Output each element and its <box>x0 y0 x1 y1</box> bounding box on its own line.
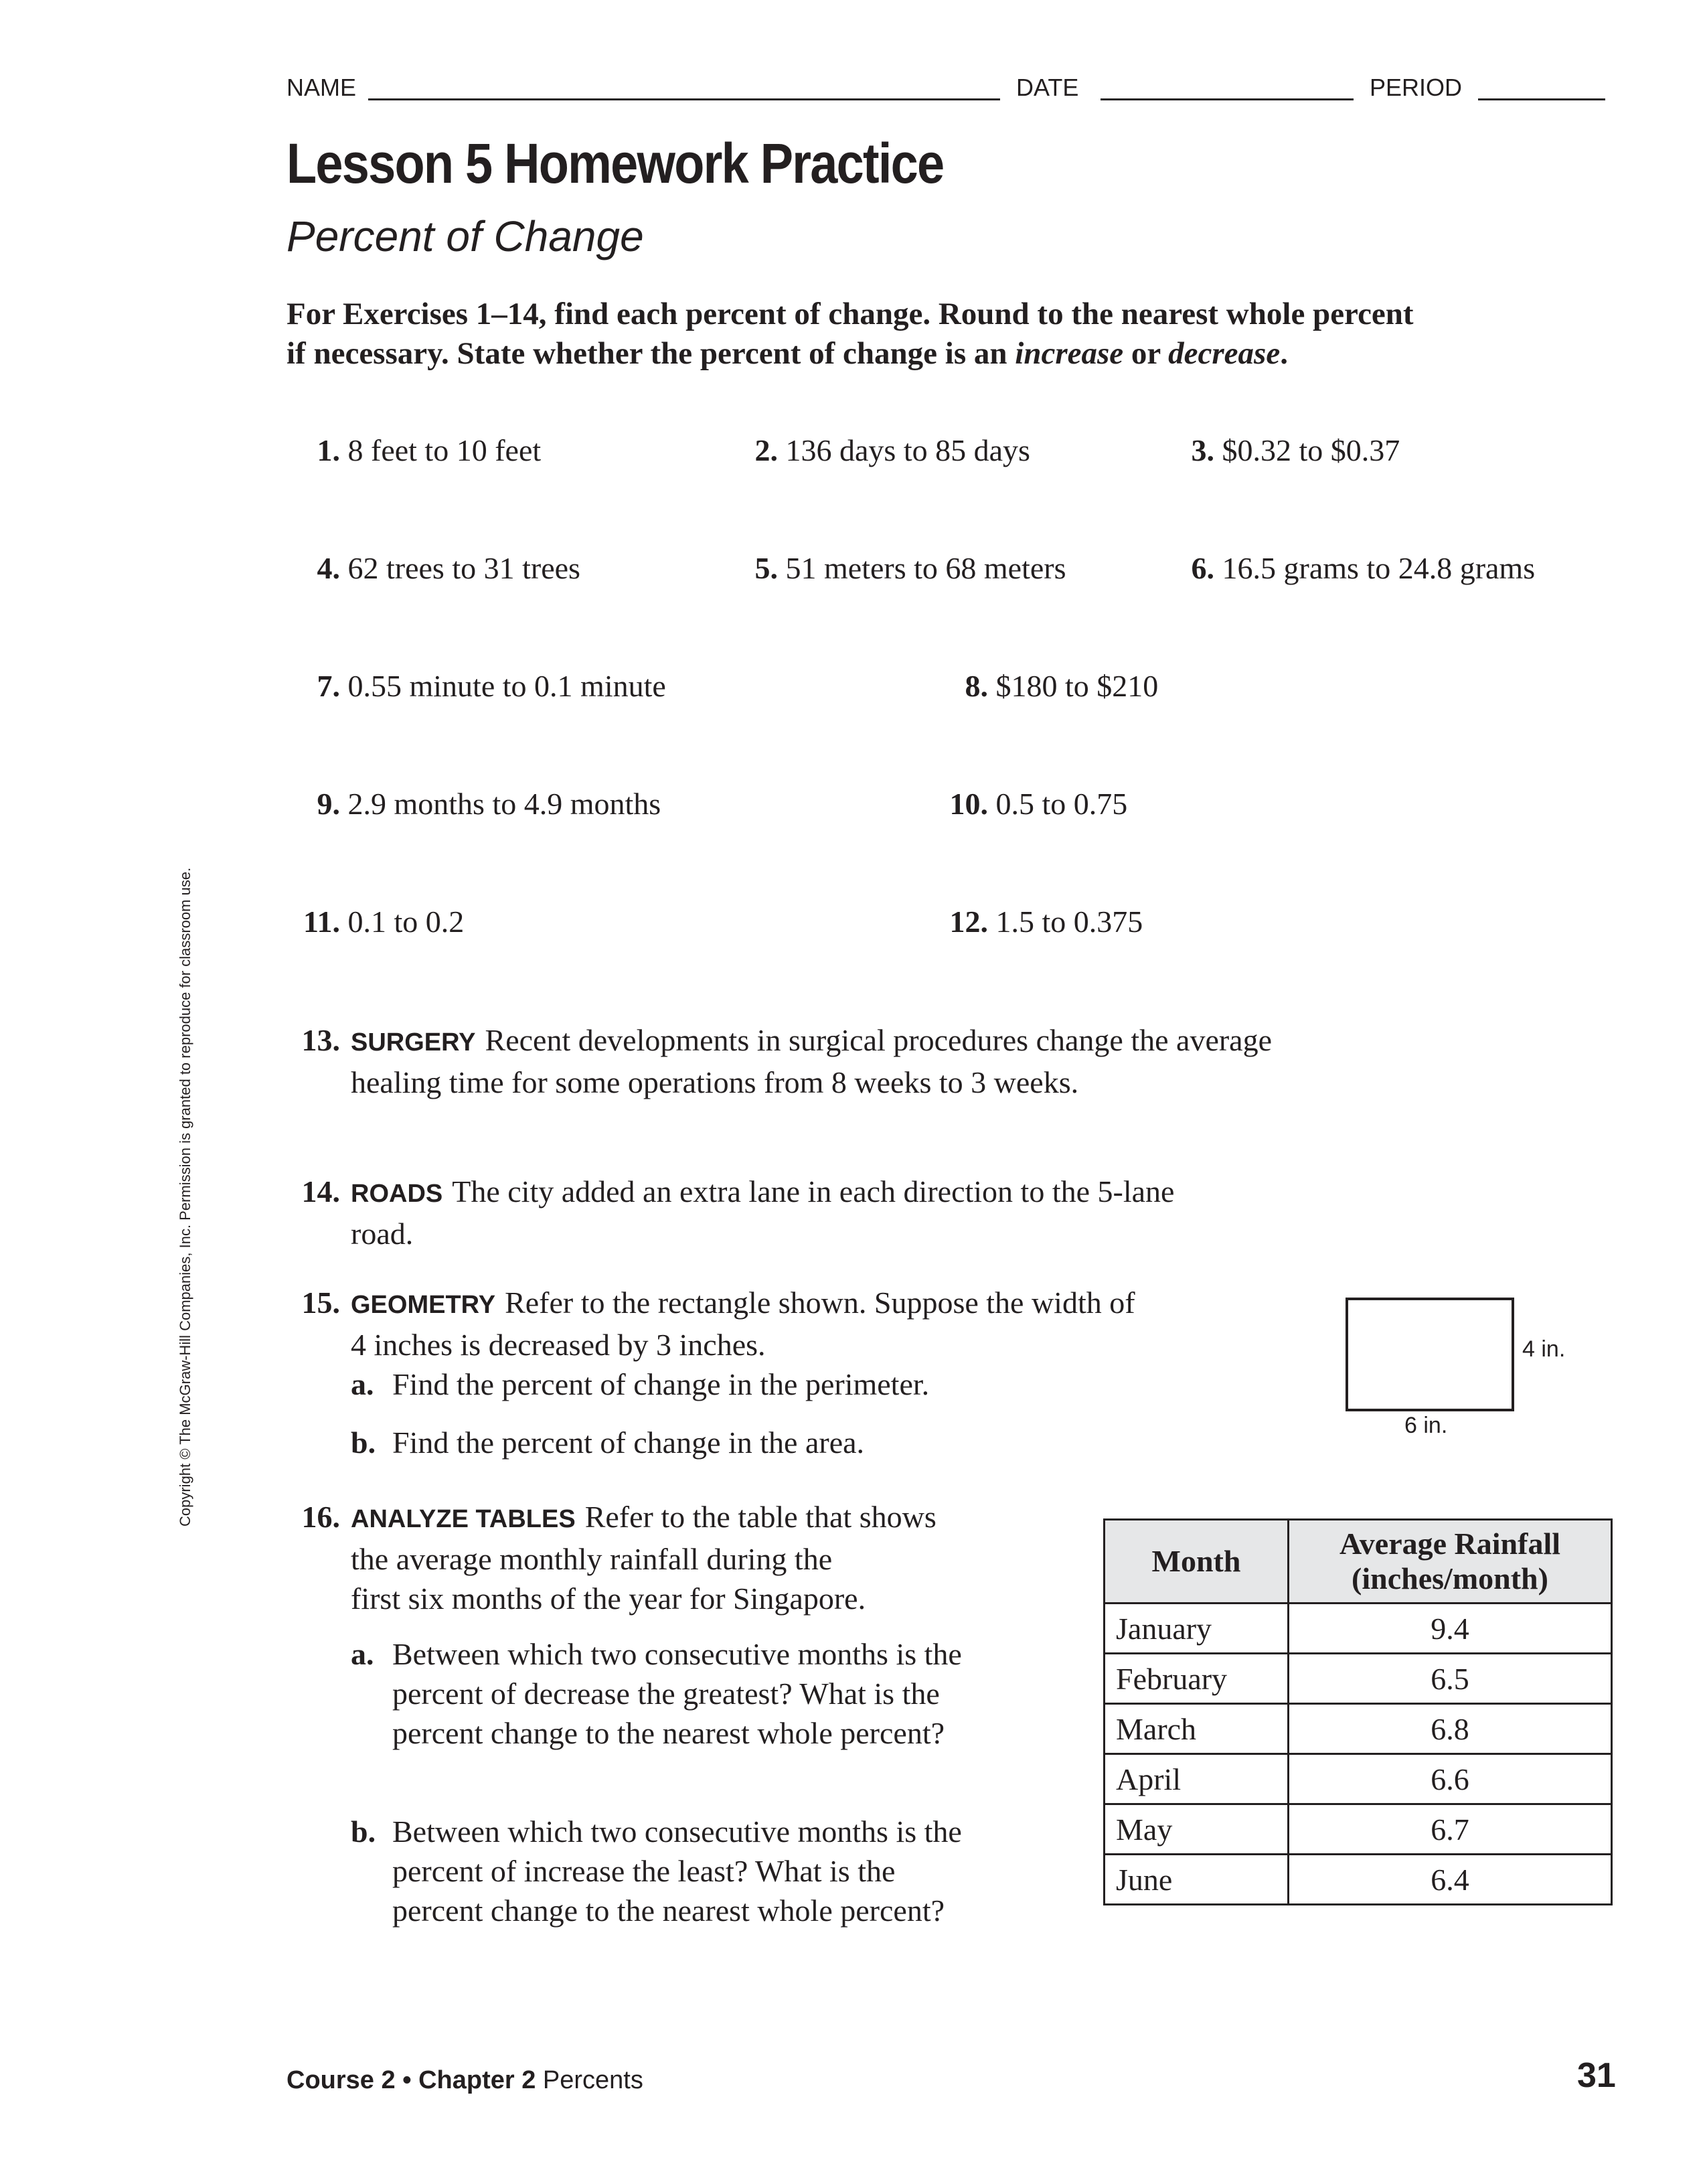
table-row <box>1105 1604 1612 1654</box>
exercise-12 <box>924 903 1143 941</box>
directions-end: . <box>1280 336 1288 371</box>
copyright-notice: Copyright © The McGraw-Hill Companies, Inc. Permission is granted to reproduce for classroom use. <box>177 867 193 1527</box>
rainfall-cell: 6.5 <box>1289 1654 1612 1704</box>
exercise-2 <box>724 431 1030 470</box>
exercise-number: 7. <box>317 669 340 703</box>
rainfall-table <box>1103 1518 1613 1905</box>
exercise-number: 13. <box>301 1023 340 1057</box>
exercise-text: 0.1 to 0.2 <box>347 905 465 939</box>
exercise-number: 6. <box>1191 551 1214 585</box>
footer-topic: Percents <box>542 2066 643 2094</box>
date-label: DATE <box>1016 74 1079 101</box>
directions-text: For Exercises 1–14, find each percent of change. Round to the nearest whole percent if necessary. State whether the percent of change is an <box>287 297 1414 371</box>
exercise-text: Refer to the rectangle shown. Suppose the width of <box>505 1285 1135 1320</box>
month-cell: January <box>1105 1604 1289 1654</box>
exercise-3 <box>1161 431 1400 470</box>
exercise-1 <box>287 431 541 470</box>
footer-bullet: • <box>402 2066 412 2094</box>
exercise-text: 0.55 minute to 0.1 minute <box>347 669 666 703</box>
directions-decrease: decrease <box>1168 336 1281 371</box>
exercise-number: 1. <box>317 433 340 467</box>
exercise-text: $0.32 to $0.37 <box>1222 433 1400 467</box>
exercise-tag: SURGERY <box>351 1028 476 1057</box>
exercise-number: 15. <box>301 1285 340 1320</box>
exercise-8 <box>924 667 1158 706</box>
column-header-line: (inches/month) <box>1352 1561 1548 1595</box>
part-letter: a. <box>351 1367 374 1401</box>
exercise-text: 136 days to 85 days <box>785 433 1030 467</box>
exercise-number: 10. <box>949 787 988 821</box>
column-header-line: Average Rainfall <box>1339 1527 1561 1561</box>
exercise-5 <box>724 549 1066 588</box>
part-text: Between which two consecutive months is the <box>392 1814 962 1849</box>
part-text: percent change to the nearest whole percent? <box>392 1893 945 1928</box>
month-cell: February <box>1105 1654 1289 1704</box>
date-blank-line <box>1101 98 1354 100</box>
directions-increase: increase <box>1015 336 1124 371</box>
exercise-4 <box>287 549 580 588</box>
part-text: percent of decrease the greatest? What is the <box>392 1676 940 1711</box>
exercise-text: $180 to $210 <box>995 669 1159 703</box>
exercise-11 <box>276 903 464 941</box>
exercise-7 <box>287 667 666 706</box>
table-row <box>1105 1754 1612 1804</box>
rectangle-height-label: 4 in. <box>1522 1336 1566 1362</box>
exercise-number: 12. <box>949 905 988 939</box>
month-cell: March <box>1105 1704 1289 1754</box>
rectangle-width-label: 6 in. <box>1404 1413 1448 1438</box>
exercise-number: 11. <box>303 905 340 939</box>
exercise-number: 5. <box>754 551 778 585</box>
table-header-row <box>1105 1520 1612 1604</box>
exercise-text: first six months of the year for Singapore. <box>351 1581 866 1616</box>
part-letter: b. <box>351 1425 376 1460</box>
part-text: percent change to the nearest whole percent? <box>392 1716 945 1750</box>
directions <box>287 295 1438 374</box>
month-cell: June <box>1105 1855 1289 1905</box>
exercise-16a <box>351 1634 1074 1753</box>
part-text: percent of increase the least? What is the <box>392 1854 896 1888</box>
exercise-16b <box>351 1812 1074 1930</box>
exercise-text: 62 trees to 31 trees <box>347 551 580 585</box>
part-letter: b. <box>351 1814 376 1849</box>
part-text: Find the percent of change in the perimeter. <box>392 1367 930 1401</box>
rainfall-cell: 6.6 <box>1289 1754 1612 1804</box>
part-letter: a. <box>351 1637 374 1671</box>
table-row <box>1105 1654 1612 1704</box>
exercise-15b <box>351 1423 1288 1462</box>
footer-course: Course 2 <box>287 2066 396 2094</box>
exercise-10 <box>924 785 1127 824</box>
rainfall-cell: 6.8 <box>1289 1704 1612 1754</box>
part-text: Find the percent of change in the area. <box>392 1425 865 1460</box>
table-row <box>1105 1704 1612 1754</box>
exercise-tag: ROADS <box>351 1180 443 1208</box>
exercise-number: 3. <box>1191 433 1214 467</box>
directions-or: or <box>1123 336 1169 371</box>
footer-course-info <box>287 2066 643 2095</box>
exercise-9 <box>287 785 661 824</box>
period-label: PERIOD <box>1370 74 1463 101</box>
exercise-number: 8. <box>965 669 988 703</box>
exercise-text: 2.9 months to 4.9 months <box>347 787 661 821</box>
page-title: Lesson 5 Homework Practice <box>287 132 944 195</box>
column-header-month: Month <box>1105 1520 1289 1604</box>
month-cell: April <box>1105 1754 1289 1804</box>
table-row <box>1105 1855 1612 1905</box>
page-number: 31 <box>1577 2056 1616 2095</box>
exercise-13 <box>301 1020 1489 1102</box>
exercise-number: 14. <box>301 1174 340 1208</box>
month-cell: May <box>1105 1804 1289 1855</box>
period-blank-line <box>1478 98 1605 100</box>
exercise-number: 16. <box>301 1500 340 1534</box>
exercise-text: 0.5 to 0.75 <box>995 787 1128 821</box>
table-row <box>1105 1804 1612 1855</box>
exercise-6 <box>1161 549 1535 588</box>
exercise-text: Recent developments in surgical procedures change the average <box>485 1023 1273 1057</box>
exercise-15a <box>351 1364 1288 1404</box>
exercise-text: road. <box>351 1217 414 1251</box>
exercise-tag: GEOMETRY <box>351 1291 496 1319</box>
exercise-number: 4. <box>317 551 340 585</box>
exercise-number: 2. <box>754 433 778 467</box>
exercise-text: 8 feet to 10 feet <box>347 433 542 467</box>
exercise-text: healing time for some operations from 8 weeks to 3 weeks. <box>351 1065 1079 1099</box>
name-label: NAME <box>287 74 357 101</box>
exercise-text: the average monthly rainfall during the <box>351 1542 833 1576</box>
exercise-text: The city added an extra lane in each direction to the 5-lane <box>452 1174 1175 1208</box>
footer-chapter: Chapter 2 <box>418 2066 536 2094</box>
page-subtitle: Percent of Change <box>287 212 644 260</box>
column-header-rainfall <box>1289 1520 1612 1604</box>
rainfall-cell: 6.4 <box>1289 1855 1612 1905</box>
exercise-number: 9. <box>317 787 340 821</box>
exercise-16 <box>301 1497 1074 1930</box>
name-blank-line <box>368 98 1000 100</box>
exercise-tag: ANALYZE TABLES <box>351 1505 576 1533</box>
exercise-14 <box>301 1172 1489 1253</box>
exercise-text: 1.5 to 0.375 <box>995 905 1143 939</box>
exercise-15 <box>301 1283 1288 1462</box>
exercise-text: Refer to the table that shows <box>584 1500 937 1534</box>
rainfall-cell: 9.4 <box>1289 1604 1612 1654</box>
part-text: Between which two consecutive months is the <box>392 1637 962 1671</box>
exercise-text: 51 meters to 68 meters <box>785 551 1066 585</box>
exercise-text: 4 inches is decreased by 3 inches. <box>351 1328 766 1362</box>
rectangle-figure <box>1346 1298 1514 1411</box>
rainfall-cell: 6.7 <box>1289 1804 1612 1855</box>
exercise-text: 16.5 grams to 24.8 grams <box>1222 551 1536 585</box>
